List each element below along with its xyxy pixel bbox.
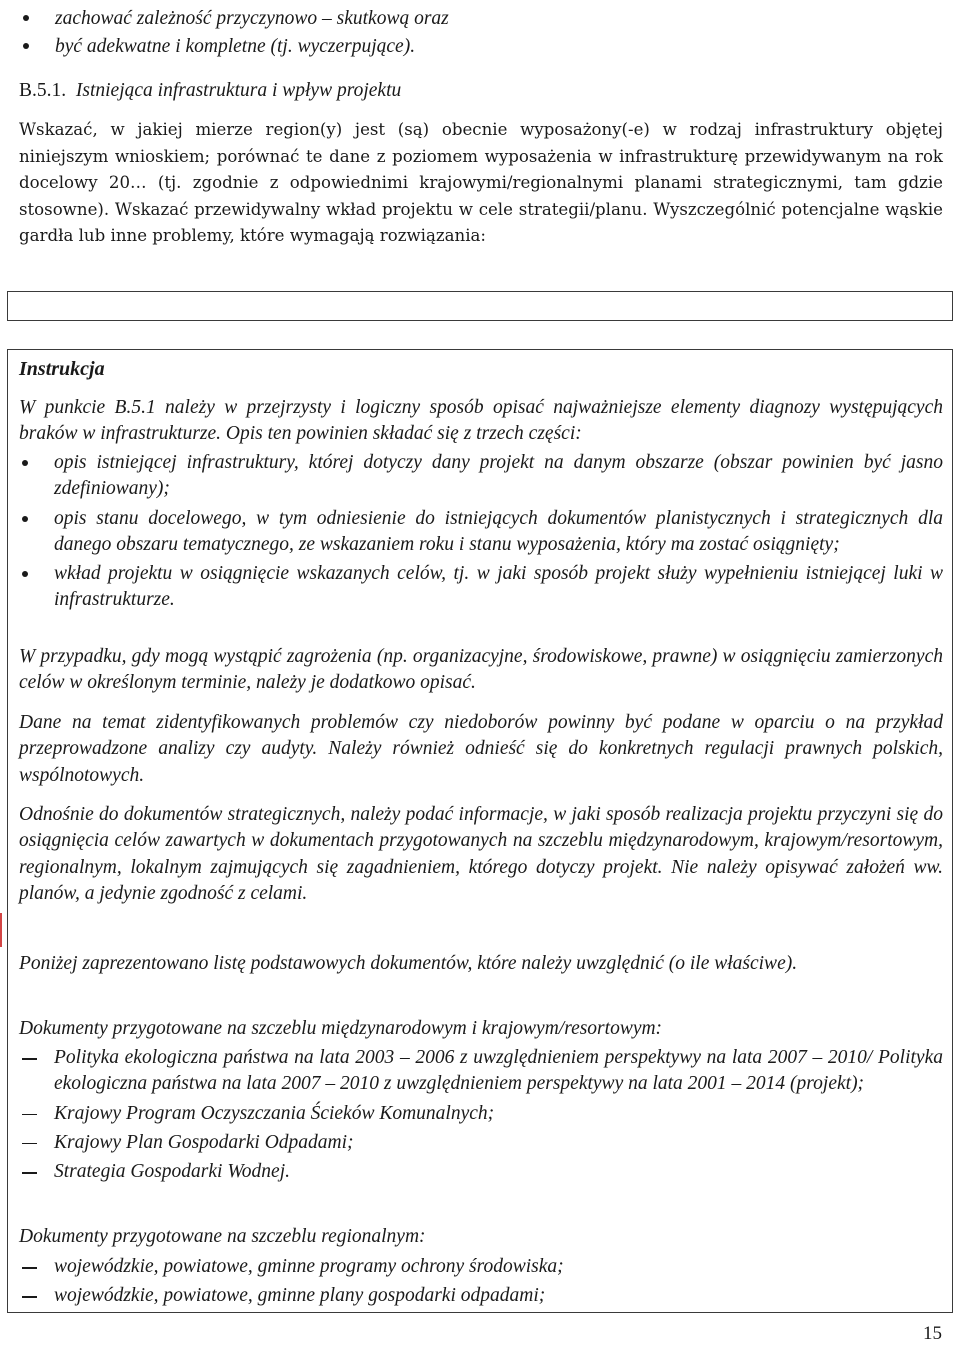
list-item: wojewódzkie, powiatowe, gminne plany gospodarki odpadami; (19, 1283, 943, 1309)
revision-margin-mark (0, 913, 2, 947)
national-docs-list (19, 1045, 943, 1185)
instruction-paragraph: W przypadku, gdy mogą wystąpić zagrożenia (np. organizacyjne, środowiskowe, prawne) w osiągnięciu zamierzonych celów w określonym terminie, należy je dodatkowo opisać. (19, 646, 943, 694)
list-item: Strategia Gospodarki Wodnej. (19, 1159, 943, 1185)
list-item: wkład projektu w osiągnięcie wskazanych celów, tj. w jaki sposób projekt służy wypełnieniu istniejącej luki w infrastrukturze. (19, 561, 943, 614)
list-item: Krajowy Program Oczyszczania Ścieków Komunalnych; (19, 1101, 943, 1127)
page-number: 15 (923, 1323, 942, 1344)
instruction-bullet-list (19, 450, 943, 614)
regional-docs-list (19, 1254, 943, 1310)
list-item: zachować zależność przyczynowo – skutkową oraz (20, 5, 944, 33)
list-item: być adekwatne i kompletne (tj. wyczerpujące). (20, 33, 944, 61)
section-title: Istniejąca infrastruktura i wpływ projektu (75, 80, 402, 101)
national-docs-heading: Dokumenty przygotowane na szczeblu międzynarodowym i krajowym/resortowym: (19, 1018, 663, 1039)
list-item: wojewódzkie, powiatowe, gminne programy ochrony środowiska; (19, 1254, 943, 1280)
instruction-heading: Instrukcja (19, 358, 105, 380)
top-bullet-list (20, 5, 944, 61)
answer-field[interactable] (7, 291, 953, 321)
list-item: Polityka ekologiczna państwa na lata 2003 – 2006 z uwzględnieniem perspektywy na lata 2007 – 2010/ Polityka ekologiczna państwa na lata 2007 – 2010 z uwzględnieniem perspektywy na lata 2001 – 2014 (projekt); (19, 1045, 943, 1098)
regional-docs-heading: Dokumenty przygotowane na szczeblu regionalnym: (19, 1226, 426, 1247)
section-body: Wskazać, w jakiej mierze region(y) jest (są) obecnie wyposażony(-e) w rodzaj infrastruktury objętej niniejszym wnioskiem; porównać te dane z poziomem wyposażenia w infrastrukturę przewidywanym na rok docelowy 20… (tj. zgodnie z odpowiednimi krajowymi/regionalnymi planami strategicznymi, tam gdzie stosowne). Wskazać przewidywalny wkład projektu w cele strategii/planu. Wyszczególnić potencjalne wąskie gardła lub inne problemy, które wymagają rozwiązania: (19, 120, 943, 245)
list-item: opis stanu docelowego, w tym odniesienie do istniejących dokumentów planistycznych i strategicznych dla danego obszaru tematycznego, ze wskazaniem roku i stanu wyposażenia, który ma zostać osiągnięty; (19, 506, 943, 559)
instruction-paragraph: Odnośnie do dokumentów strategicznych, należy podać informacje, w jaki sposób realizacja projektu przyczyni się do osiągnięcia celów zawartych w dokumentach przygotowanych na szczeblu międzynarodowym, krajowym/resortowym, regionalnym, lokalnym zajmujących się zagadnieniem, którego dotyczy projekt. Nie należy opisywać założeń ww. planów, a jedynie zgodność z celami. (19, 804, 943, 904)
section-heading (19, 78, 943, 104)
list-item: opis istniejącej infrastruktury, której dotyczy dany projekt na danym obszarze (obszar powinien być jasno zdefiniowany); (19, 450, 943, 503)
instruction-paragraph: Poniżej zaprezentowano listę podstawowych dokumentów, które należy uwzględnić (o ile właściwe). (19, 953, 798, 974)
list-item: Krajowy Plan Gospodarki Odpadami; (19, 1130, 943, 1156)
section-number: B.5.1. (19, 80, 67, 101)
instruction-paragraph: Dane na temat zidentyfikowanych problemów czy niedoborów powinny być podane w oparciu o na przykład przeprowadzone analizy czy audyty. Należy również odnieść się do konkretnych regulacji prawnych polskich, wspólnotowych. (19, 712, 943, 786)
instruction-paragraph: W punkcie B.5.1 należy w przejrzysty i logiczny sposób opisać najważniejsze elementy diagnozy występujących braków w infrastrukturze. Opis ten powinien składać się z trzech części: (19, 397, 943, 445)
